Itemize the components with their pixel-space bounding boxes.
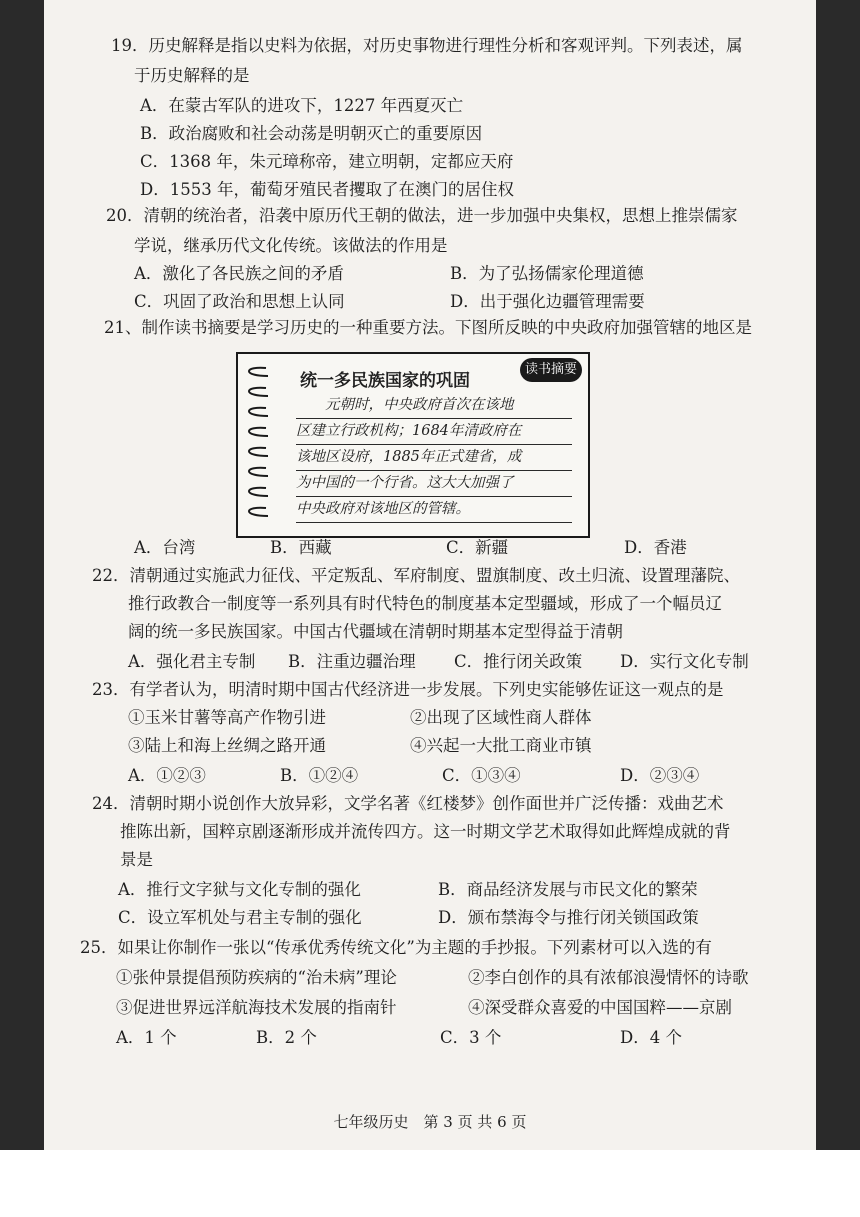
- q22-option-d: D．实行文化专制: [620, 652, 749, 671]
- q22-option-c: C．推行闭关政策: [454, 652, 583, 671]
- q22-stem-line2: 推行政教合一制度等一系列具有时代特色的制度基本定型疆域，形成了一个幅员辽: [128, 594, 722, 613]
- q22-stem-line3: 阔的统一多民族国家。中国古代疆域在清朝时期基本定型得益于清朝: [128, 622, 623, 641]
- q23-option-c: C．①③④: [442, 766, 521, 785]
- reading-note-line-4: 为中国的一个行省。这大大加强了: [296, 470, 572, 497]
- q24-option-c: C．设立军机处与君主专制的强化: [118, 908, 362, 927]
- q20-stem-line2: 学说，继承历代文化传统。该做法的作用是: [134, 236, 448, 255]
- reading-note-line-5: 中央政府对该地区的管辖。: [296, 496, 572, 523]
- q19-option-a: A．在蒙古军队的进攻下，1227 年西夏灭亡: [140, 96, 464, 115]
- q24-stem-line1: 24．清朝时期小说创作大放异彩，文学名著《红楼梦》创作面世并广泛传播：戏曲艺术: [92, 794, 724, 813]
- q23-item-2: ②出现了区域性商人群体: [410, 708, 592, 727]
- q19-stem-line1: 19．历史解释是指以史料为依据，对历史事物进行理性分析和客观评判。下列表述，属: [111, 36, 743, 55]
- q21-option-a: A．台湾: [134, 538, 196, 557]
- q25-option-d: D．4 个: [620, 1028, 682, 1047]
- reading-note-line-3: 该地区设府，1885年正式建省，成: [296, 444, 572, 471]
- q24-stem-line2: 推陈出新，国粹京剧逐渐形成并流传四方。这一时期文学艺术取得如此辉煌成就的背: [120, 822, 731, 841]
- q24-stem-line3: 景是: [120, 850, 153, 869]
- reading-note-title: 统一多民族国家的巩固: [300, 371, 470, 391]
- reading-note-line-2: 区建立行政机构；1684年清政府在: [296, 418, 572, 445]
- q23-item-1: ①玉米甘薯等高产作物引进: [128, 708, 326, 727]
- q25-option-c: C．3 个: [440, 1028, 502, 1047]
- q25-option-a: A．1 个: [116, 1028, 177, 1047]
- q25-item-2: ②李白创作的具有浓郁浪漫情怀的诗歌: [468, 968, 749, 987]
- scan-margin: [0, 1150, 860, 1217]
- q23-option-d: D．②③④: [620, 766, 700, 785]
- reading-note-badge: 读书摘要: [520, 358, 582, 382]
- q23-option-a: A．①②③: [128, 766, 206, 785]
- q21-option-c: C．新疆: [446, 538, 509, 557]
- q24-option-a: A．推行文字狱与文化专制的强化: [118, 880, 361, 899]
- reading-note-line-1: 元朝时，中央政府首次在该地: [296, 392, 572, 419]
- q24-option-b: B．商品经济发展与市民文化的繁荣: [438, 880, 698, 899]
- q22-option-a: A．强化君主专制: [128, 652, 256, 671]
- q20-option-d: D．出于强化边疆管理需要: [450, 292, 645, 311]
- q24-option-d: D．颁布禁海令与推行闭关锁国政策: [438, 908, 699, 927]
- q19-option-c: C．1368 年，朱元璋称帝，建立明朝，定都应天府: [140, 152, 514, 171]
- q21-option-d: D．香港: [624, 538, 687, 557]
- q20-option-b: B．为了弘扬儒家伦理道德: [450, 264, 644, 283]
- q25-stem: 25．如果让你制作一张以“传承优秀传统文化”为主题的手抄报。下列素材可以入选的有: [80, 938, 712, 957]
- q25-option-b: B．2 个: [256, 1028, 317, 1047]
- q25-item-3: ③促进世界远洋航海技术发展的指南针: [116, 998, 397, 1017]
- q19-option-d: D．1553 年，葡萄牙殖民者攫取了在澳门的居住权: [140, 180, 514, 199]
- q21-stem: 21、制作读书摘要是学习历史的一种重要方法。下图所反映的中央政府加强管辖的地区是: [104, 318, 752, 337]
- q25-item-1: ①张仲景提倡预防疾病的“治未病”理论: [116, 968, 397, 987]
- q20-option-c: C．巩固了政治和思想上认同: [134, 292, 345, 311]
- q20-option-a: A．激化了各民族之间的矛盾: [134, 264, 344, 283]
- notebook-spiral-icon: [236, 362, 276, 522]
- page-footer: 七年级历史 第 3 页 共 6 页: [333, 1113, 527, 1131]
- q22-option-b: B．注重边疆治理: [288, 652, 416, 671]
- q19-option-b: B．政治腐败和社会动荡是明朝灭亡的重要原因: [140, 124, 483, 143]
- q25-item-4: ④深受群众喜爱的中国国粹——京剧: [468, 998, 732, 1017]
- q23-item-4: ④兴起一大批工商业市镇: [410, 736, 592, 755]
- q23-option-b: B．①②④: [280, 766, 359, 785]
- q21-option-b: B．西藏: [270, 538, 332, 557]
- q23-stem: 23．有学者认为，明清时期中国古代经济进一步发展。下列史实能够佐证这一观点的是: [92, 680, 724, 699]
- q19-stem-line2: 于历史解释的是: [134, 66, 250, 85]
- q22-stem-line1: 22．清朝通过实施武力征伐、平定叛乱、军府制度、盟旗制度、改土归流、设置理藩院、: [92, 566, 740, 585]
- q20-stem-line1: 20．清朝的统治者，沿袭中原历代王朝的做法，进一步加强中央集权，思想上推崇儒家: [106, 206, 738, 225]
- q23-item-3: ③陆上和海上丝绸之路开通: [128, 736, 326, 755]
- exam-page: [44, 0, 816, 1150]
